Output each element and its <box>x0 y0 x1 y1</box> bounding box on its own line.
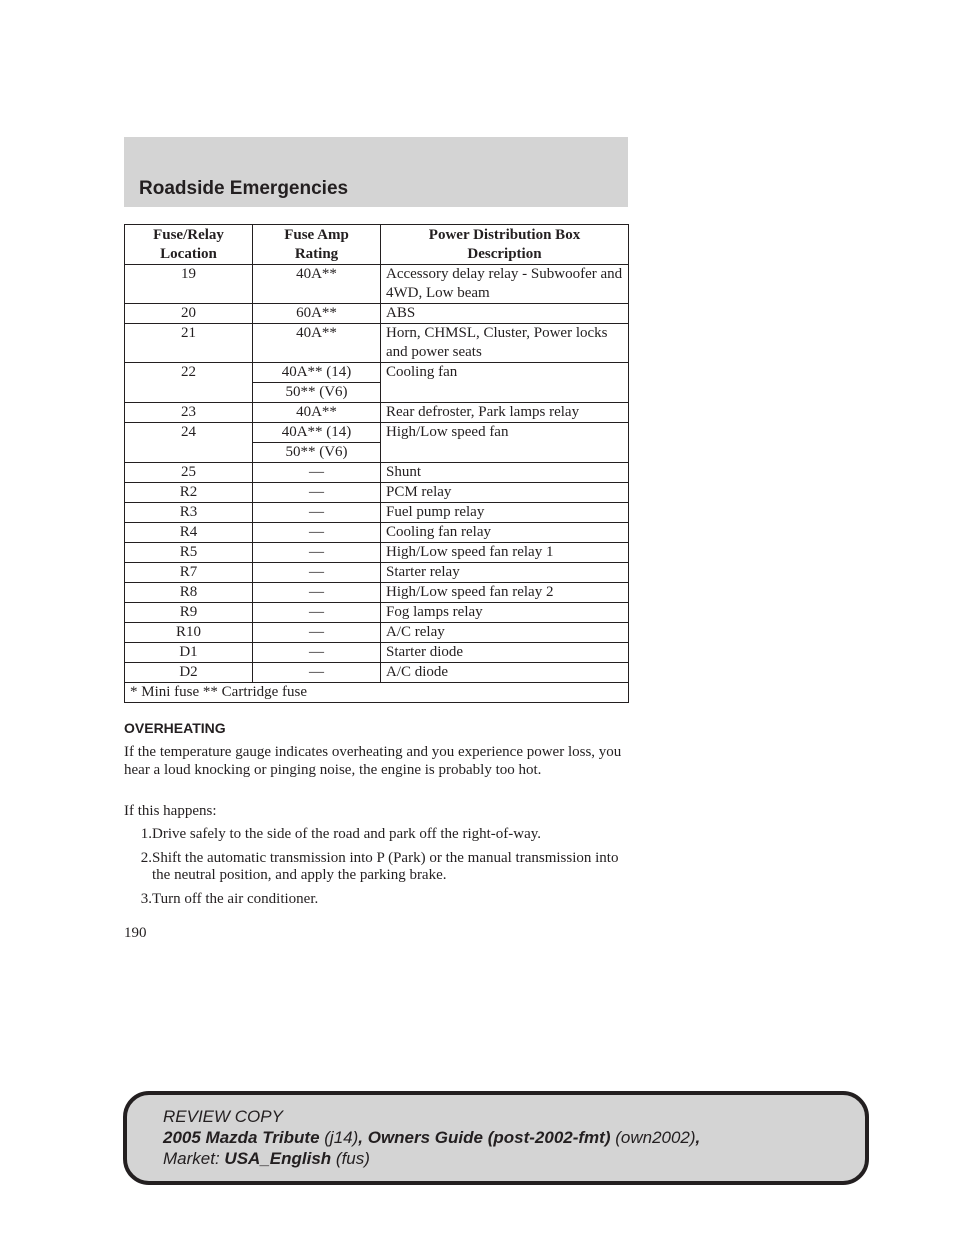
footer-market-code: (fus) <box>335 1149 370 1168</box>
table-row <box>125 623 629 643</box>
cell-rating: — <box>253 523 381 543</box>
cell-rating: 40A** <box>253 265 381 304</box>
table-row <box>125 265 629 304</box>
cell-location: R3 <box>125 503 253 523</box>
footer-guide-code: (own2002) <box>615 1128 696 1147</box>
cell-location: 21 <box>125 324 253 363</box>
cell-location: 24 <box>125 423 253 463</box>
cell-location: R2 <box>125 483 253 503</box>
cell-rating: 40A** <box>253 403 381 423</box>
cell-description: Fog lamps relay <box>381 603 629 623</box>
footer-comma: , <box>695 1128 701 1147</box>
cell-rating: 50** (V6) <box>253 443 381 463</box>
table-footnote-row <box>125 683 629 703</box>
page-number: 190 <box>124 925 147 941</box>
footer-model: 2005 Mazda Tribute <box>163 1128 320 1147</box>
cell-rating: — <box>253 663 381 683</box>
cell-location: R9 <box>125 603 253 623</box>
table-row <box>125 403 629 423</box>
cell-rating: — <box>253 643 381 663</box>
fuse-table <box>124 224 629 703</box>
cell-rating: — <box>253 483 381 503</box>
table-row <box>125 643 629 663</box>
cell-location: 22 <box>125 363 253 403</box>
table-row <box>125 324 629 363</box>
cell-description: Cooling fan <box>381 363 629 403</box>
cell-description: Fuel pump relay <box>381 503 629 523</box>
cell-location: 23 <box>125 403 253 423</box>
cell-rating: 60A** <box>253 304 381 324</box>
table-row <box>125 483 629 503</box>
cell-rating: — <box>253 503 381 523</box>
cell-rating: — <box>253 623 381 643</box>
table-row <box>125 363 629 383</box>
cell-description: A/C diode <box>381 663 629 683</box>
table-row <box>125 563 629 583</box>
cell-description: Horn, CHMSL, Cluster, Power locks and power seats <box>381 324 629 363</box>
cell-description: High/Low speed fan <box>381 423 629 463</box>
cell-rating: — <box>253 603 381 623</box>
section-title: Roadside Emergencies <box>139 178 349 199</box>
column-header-rating: Fuse Amp Rating <box>253 225 381 265</box>
cell-description: Starter relay <box>381 563 629 583</box>
cell-rating: 40A** (14) <box>253 423 381 443</box>
cell-description: High/Low speed fan relay 1 <box>381 543 629 563</box>
cell-location: 25 <box>125 463 253 483</box>
cell-rating: 50** (V6) <box>253 383 381 403</box>
cell-description: Shunt <box>381 463 629 483</box>
cell-description: Cooling fan relay <box>381 523 629 543</box>
table-row <box>125 523 629 543</box>
review-copy-footer <box>123 1091 869 1185</box>
cell-rating: — <box>253 543 381 563</box>
cell-description: ABS <box>381 304 629 324</box>
cell-description: PCM relay <box>381 483 629 503</box>
cell-description: Rear defroster, Park lamps relay <box>381 403 629 423</box>
table-row <box>125 463 629 483</box>
table-row <box>125 603 629 623</box>
list-item: 2. Shift the automatic transmission into P (Park) or the manual transmission into the neutral position, and apply the parking brake. <box>140 849 619 883</box>
table-header-row <box>125 225 629 265</box>
cell-location: R4 <box>125 523 253 543</box>
footer-market-label: Market: <box>163 1149 220 1168</box>
list-item: 1. Drive safely to the side of the road and park off the right-of-way. <box>140 826 542 842</box>
table-row <box>125 543 629 563</box>
table-row <box>125 423 629 443</box>
overheating-paragraph: If the temperature gauge indicates overheating and you experience power loss, you hear a loud knocking or pinging noise, the engine is probably too hot. <box>124 744 622 778</box>
review-copy-label: REVIEW COPY <box>163 1107 283 1126</box>
table-row <box>125 503 629 523</box>
if-this-happens-text: If this happens: <box>124 803 217 819</box>
footer-guide: , Owners Guide (post-2002-fmt) <box>358 1128 611 1147</box>
cell-description: Accessory delay relay - Subwoofer and 4WD, Low beam <box>381 265 629 304</box>
cell-rating: — <box>253 563 381 583</box>
cell-description: Starter diode <box>381 643 629 663</box>
table-row <box>125 304 629 324</box>
cell-description: High/Low speed fan relay 2 <box>381 583 629 603</box>
cell-rating: — <box>253 583 381 603</box>
cell-location: R7 <box>125 563 253 583</box>
overheating-steps-list <box>124 826 624 914</box>
footer-market: USA_English <box>224 1149 332 1168</box>
cell-location: R8 <box>125 583 253 603</box>
cell-location: 19 <box>125 265 253 304</box>
footer-model-code: (j14) <box>324 1128 359 1147</box>
table-row <box>125 663 629 683</box>
cell-rating: 40A** <box>253 324 381 363</box>
cell-rating: — <box>253 463 381 483</box>
overheating-heading: OVERHEATING <box>124 720 226 736</box>
section-header-band <box>124 137 628 207</box>
list-item: 3. Turn off the air conditioner. <box>140 890 319 907</box>
column-header-description: Power Distribution Box Description <box>381 225 629 265</box>
cell-location: R5 <box>125 543 253 563</box>
cell-location: R10 <box>125 623 253 643</box>
column-header-location: Fuse/Relay Location <box>125 225 253 265</box>
cell-location: D2 <box>125 663 253 683</box>
cell-rating: 40A** (14) <box>253 363 381 383</box>
cell-location: D1 <box>125 643 253 663</box>
cell-description: A/C relay <box>381 623 629 643</box>
table-footnote: * Mini fuse ** Cartridge fuse <box>125 683 629 703</box>
table-row <box>125 583 629 603</box>
cell-location: 20 <box>125 304 253 324</box>
